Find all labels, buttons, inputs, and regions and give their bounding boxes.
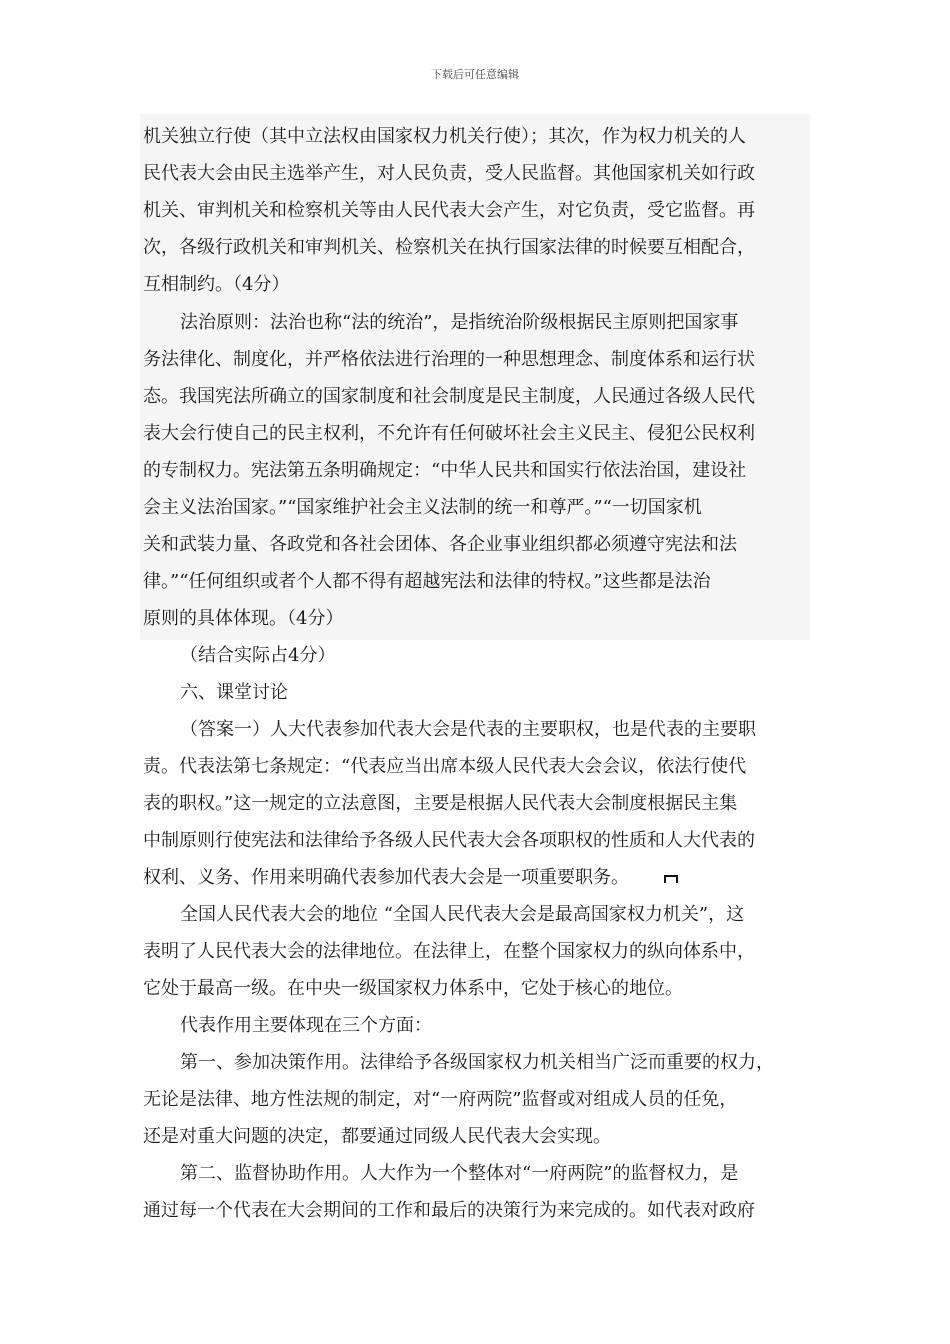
text-line: 互相制约。（4分） [143, 274, 290, 295]
text-line: 它处于最高一级。在中央一级国家权力体系中，它处于核心的地位。 [143, 978, 683, 999]
text-line: 机关独立行使（其中立法权由国家权力机关行使）；其次，作为权力机关的人 [143, 126, 746, 147]
paragraph-start: 代表作用主要体现在三个方面： [180, 1015, 432, 1036]
score-note: （结合实际占4分） [180, 645, 336, 666]
text-line: 民代表大会由民主选举产生，对人民负责，受人民监督。其他国家机关如行政 [143, 163, 755, 184]
shaded-answer-block [140, 114, 810, 640]
text-line: 表大会行使自己的民主权利，不允许有任何破坏社会主义民主、侵犯公民权利 [143, 423, 755, 444]
paragraph-start: （答案一）人大代表参加代表大会是代表的主要职权，也是代表的主要职 [180, 719, 756, 740]
text-line: 中制原则行使宪法和法律给予各级人民代表大会各项职权的性质和人大代表的 [143, 830, 755, 851]
text-line: 关和武装力量、各政党和各社会团体、各企业事业组织都必须遵守宪法和法 [143, 534, 737, 555]
text-line: 务法律化、制度化，并严格依法进行治理的一种思想理念、制度体系和运行状 [143, 349, 755, 370]
text-line: 表的职权。”这一规定的立法意图，主要是根据人民代表大会制度根据民主集 [143, 793, 738, 814]
paragraph-start: 法治原则：法治也称“法的统治”，是指统治阶级根据民主原则把国家事 [180, 312, 739, 333]
paragraph-start: 第二、监督协助作用。人大作为一个整体对“一府两院”的监督权力，是 [180, 1163, 739, 1184]
text-line: 责。代表法第七条规定：“代表应当出席本级人民代表大会会议，依法行使代 [143, 756, 747, 777]
text-line: 的专制权力。宪法第五条明确规定：“中华人民共和国实行依法治国，建设社 [143, 460, 747, 481]
text-line: 权利、义务、作用来明确代表参加代表大会是一项重要职务。 [143, 867, 629, 888]
paragraph-start: 第一、参加决策作用。法律给予各级国家权力机关相当广泛而重要的权力， [180, 1052, 774, 1073]
text-line: 还是对重大问题的决定，都要通过同级人民代表大会实现。 [143, 1126, 611, 1147]
text-line: 无论是法律、地方性法规的制定，对“一府两院”监督或对组成人员的任免， [143, 1089, 738, 1110]
paragraph-mark-icon [664, 875, 678, 883]
text-line: 机关、审判机关和检察机关等由人民代表大会产生，对它负责，受它监督。再 [143, 200, 755, 221]
text-line: 原则的具体体现。（4分） [143, 608, 344, 629]
text-line: 通过每一个代表在大会期间的工作和最后的决策行为来完成的。如代表对政府 [143, 1200, 755, 1221]
text-line: 会主义法治国家。”“国家维护社会主义法制的统一和尊严。”“一切国家机 [143, 497, 702, 518]
text-line: 律。”“任何组织或者个人都不得有超越宪法和法律的特权。”这些都是法治 [143, 571, 711, 592]
page-header: 下载后可任意编辑 [431, 68, 519, 81]
text-line: 态。我国宪法所确立的国家制度和社会制度是民主制度，人民通过各级人民代 [143, 386, 755, 407]
paragraph-start: 全国人民代表大会的地位 “全国人民代表大会是最高国家权力机关”，这 [180, 904, 745, 925]
text-line: 表明了人民代表大会的法律地位。在法律上，在整个国家权力的纵向体系中， [143, 941, 755, 962]
section-heading: 六、课堂讨论 [180, 682, 288, 703]
text-line: 次，各级行政机关和审判机关、检察机关在执行国家法律的时候要互相配合， [143, 237, 755, 258]
